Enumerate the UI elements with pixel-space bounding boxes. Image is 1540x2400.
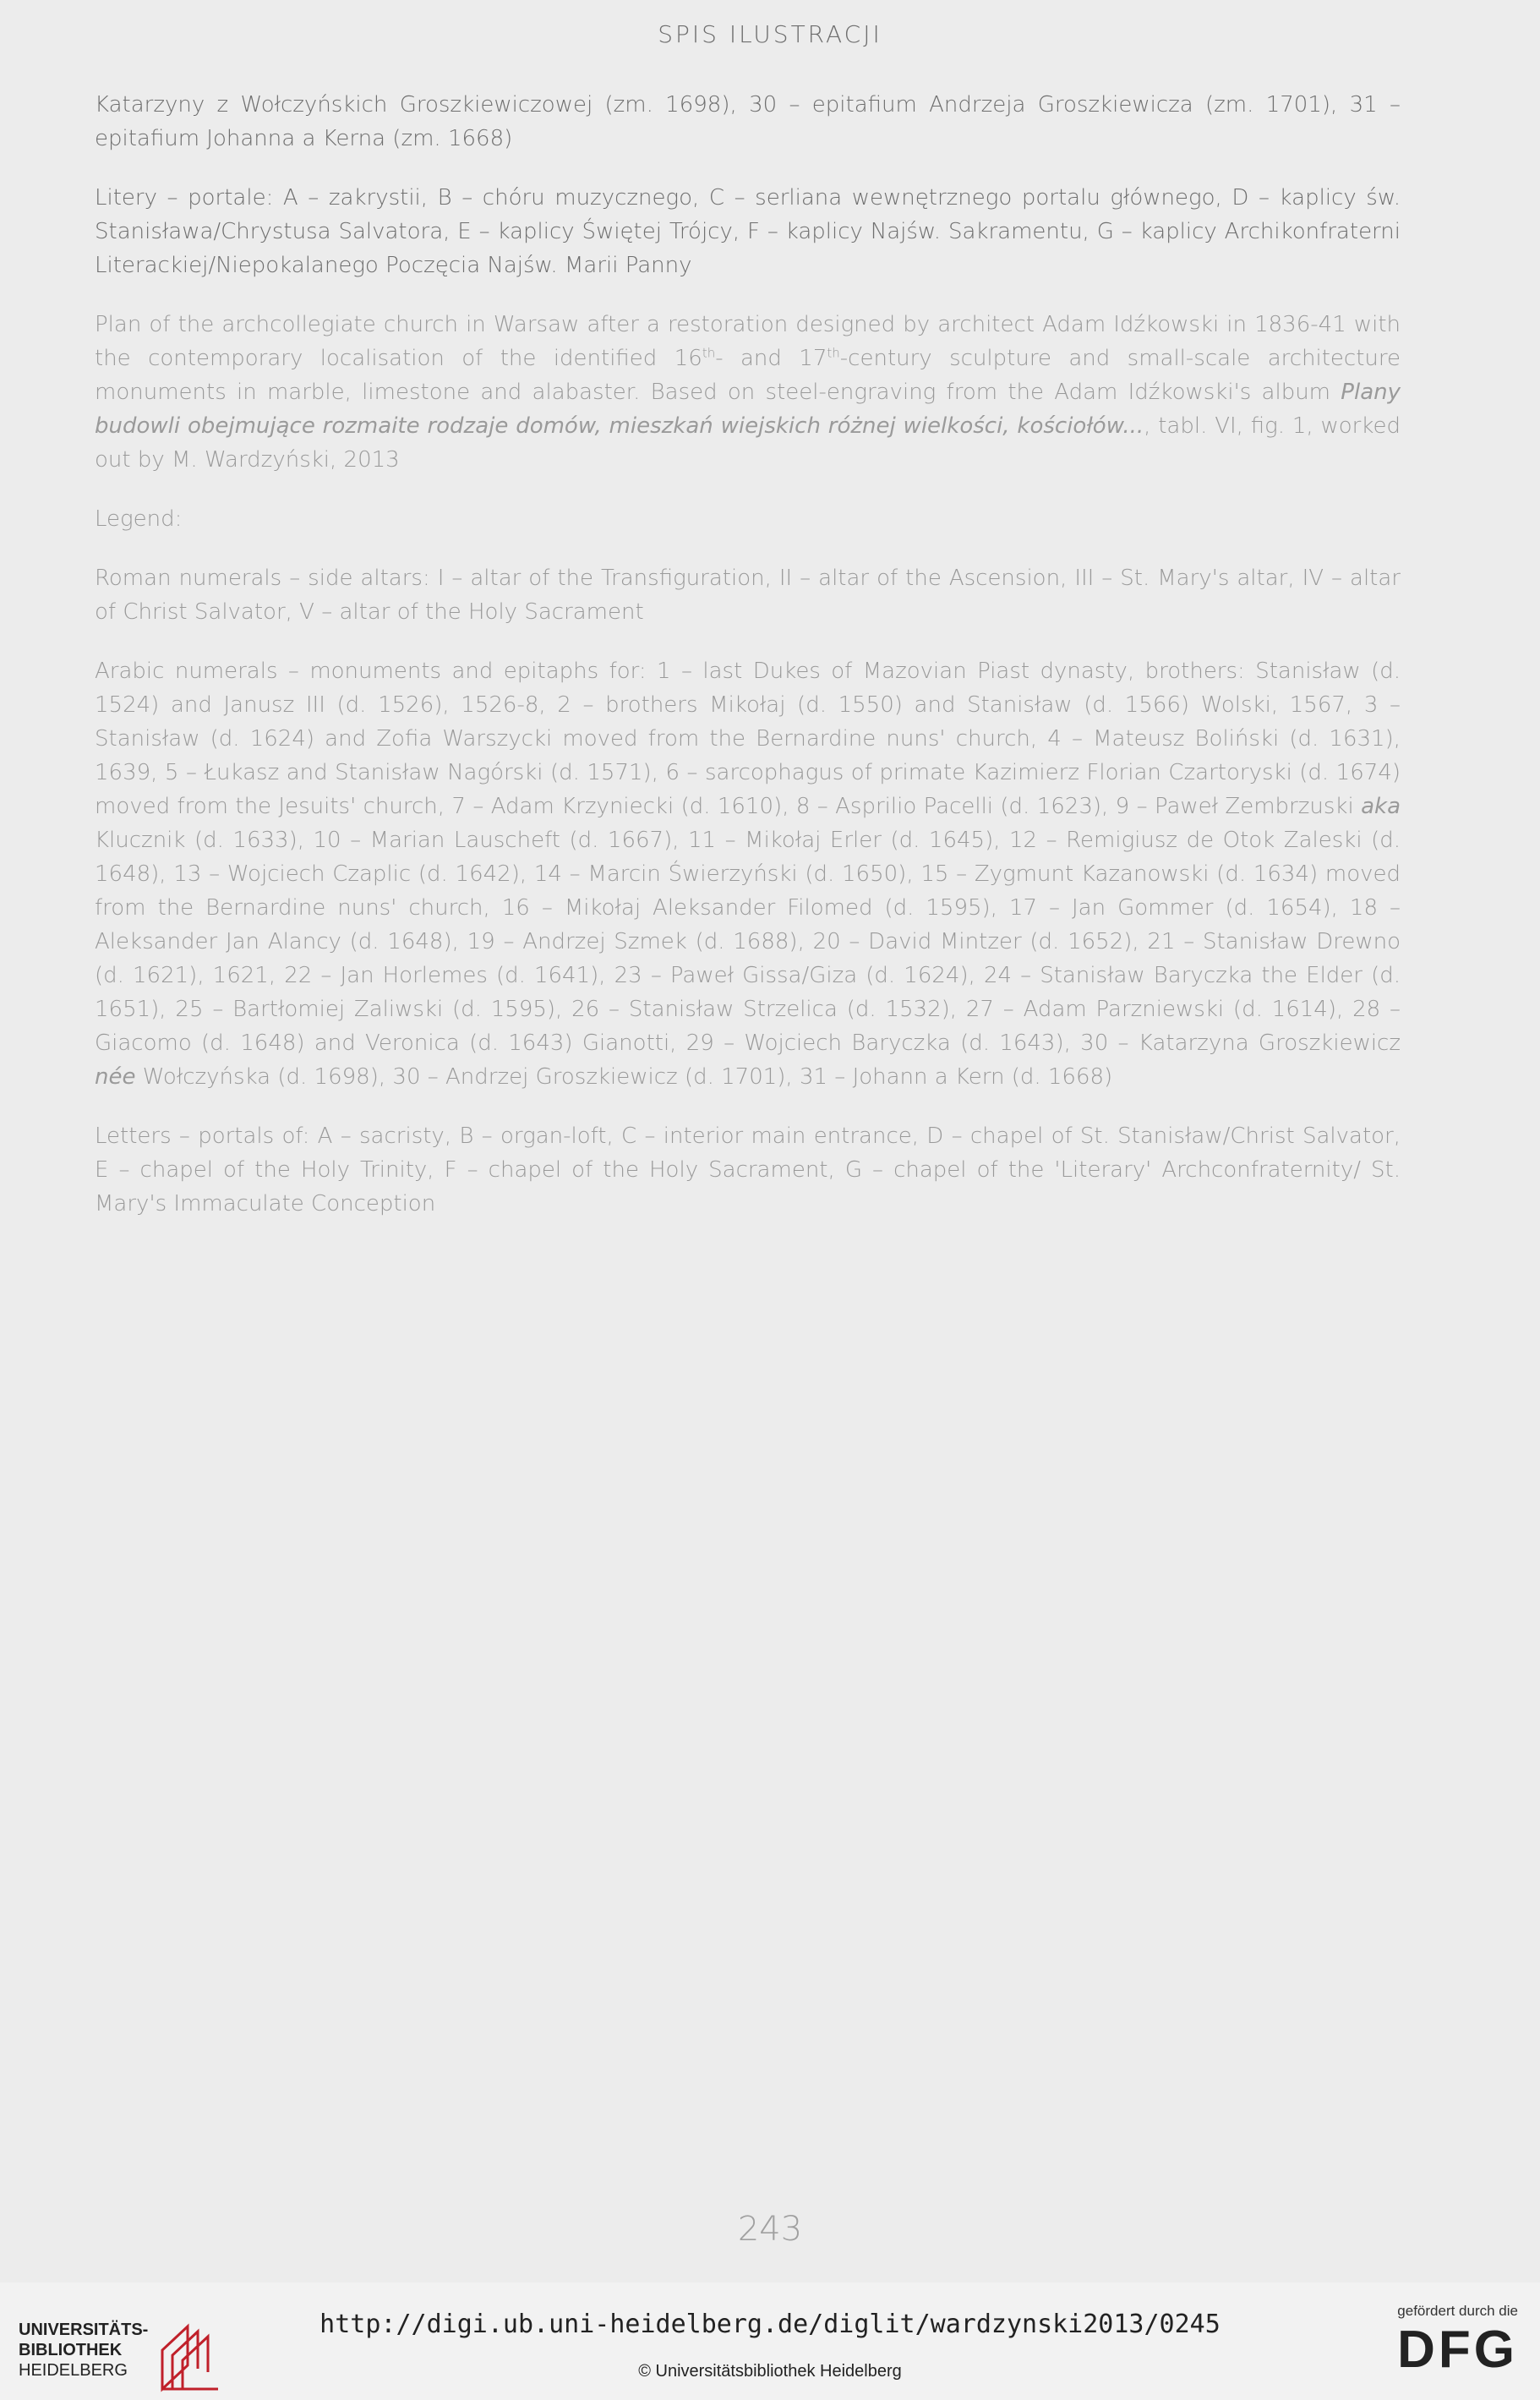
arabic-text-3: Wołczyńska (d. 1698), 30 – Andrzej Groszkiewicz (d. 1701), 31 – Johann a Kern (d. 1668) bbox=[135, 1064, 1113, 1090]
running-head: SPIS ILUSTRACJI bbox=[658, 20, 882, 48]
funder-note: gefördert durch die bbox=[1397, 2303, 1518, 2319]
superscript-th: th bbox=[827, 345, 840, 361]
italic-nee: née bbox=[95, 1064, 136, 1090]
arabic-text-2: Klucznik (d. 1633), 10 – Marian Lauscheft (d. 1667), 11 – Mikołaj Erler (d. 1645), 12 – Remigiusz de Otok Zaleski (d. 1648), 13 – Wojciech Czaplic (d. 1642), 14 – Marcin Świerzyński (d. 1650), 15 – Zygmunt Kazanowski (d. 1634) moved from the Bernardine nuns' church, 16 – Mikołaj Aleksander Filomed (d. 1595), 17 – Jan Gommer (d. 1654), 18 – Aleksander Jan Alancy (d. 1648), 19 – Andrzej Szmek (d. 1688), 20 – David Mintzer (d. 1652), 21 – Stanisław Drewno (d. 1621), 1621, 22 – Jan Horlemes (d. 1641), 23 – Paweł Gissa/Giza (d. 1624), 24 – Stanisław Baryczka the Elder (d. 1651), 25 – Bartłomiej Zaliwski (d. 1595), 26 – Stanisław Strzelica (d. 1532), 27 – Adam Parzniewski (d. 1614), 28 – Giacomo (d. 1648) and Veronica (d. 1643) Gianotti, 29 – Wojciech Baryczka (d. 1643), 30 – Katarzyna Groszkiewicz bbox=[95, 828, 1401, 1056]
paragraph-polish-letters: Litery – portale: A – zakrystii, B – chóru muzycznego, C – serliana wewnętrznego portalu głównego, D – kaplicy św. Stanisława/Chrystusa Salvatora, E – kaplicy Świętej Trójcy, F – kaplicy Najśw. Sakramentu, G – kaplicy Archikonfraterni Literackiej/Niepokalanego Poczęcia Najśw. Marii Panny bbox=[95, 185, 1401, 278]
arabic-text-1: Arabic numerals – monuments and epitaphs for: 1 – last Dukes of Mazovian Piast dynasty, brothers: Stanisław (d. 1524) and Janusz III (d. 1526), 1526-8, 2 – brothers Mikołaj (d. 1550) and Stanisław (d. 1566) Wolski, 1567, 3 – Stanisław (d. 1624) and Zofia Warszycki moved from the Bernardine nuns' church, 4 – Mateusz Boliński (d. 1631), 1639, 5 – Łukasz and Stanisław Nagórski (d. 1571), 6 – sarcophagus of primate Kazimierz Florian Czartoryski (d. 1674) moved from the Jesuits' church, 7 – Adam Krzyniecki (d. 1610), 8 – Asprilio Pacelli (d. 1623), 9 – Paweł Zembrzuski bbox=[95, 659, 1401, 819]
legend-heading: Legend: bbox=[95, 506, 183, 532]
caption-text-1: Plan of the archcollegiate church in Warsaw after a restoration designed by architect Adam Idźkowski in 1836-41 with the contemporary localisation of the identified 16 bbox=[95, 312, 1401, 371]
footer-bar bbox=[0, 2282, 1540, 2400]
library-line-2: BIBLIOTHEK bbox=[19, 2341, 123, 2359]
funder-block bbox=[1366, 2303, 1518, 2377]
dfg-logo: DFG bbox=[1397, 2321, 1518, 2379]
caption-text-2: - and 17 bbox=[715, 346, 827, 371]
paragraph-polish-legend-end: Katarzyny z Wołczyńskich Groszkiewiczowej (zm. 1698), 30 – epitafium Andrzeja Groszkiewicza (zm. 1701), 31 – epitafium Johanna a Kerna (zm. 1668) bbox=[95, 92, 1401, 151]
paragraph-letters: Letters – portals of: A – sacristy, B – organ-loft, C – interior main entrance, D – chapel of St. Stanisław/Christ Salvator, E – chapel of the Holy Trinity, F – chapel of the Holy Sacrament, G – chapel of the 'Literary' Archconfraternity/ St. Mary's Immaculate Conception bbox=[95, 1123, 1401, 1216]
caption-text-4: , tabl. VI, fig. 1, worked out by M. Wardzyński, 2013 bbox=[95, 413, 1401, 473]
library-line-3: HEIDELBERG bbox=[19, 2361, 128, 2380]
library-line-1: UNIVERSITÄTS- bbox=[19, 2321, 149, 2339]
italic-aka: aka bbox=[1361, 794, 1401, 819]
caption-text-3: -century sculpture and small-scale architecture monuments in marble, limestone and alabaster. Based on steel-engraving from the Adam Idźkowski's album bbox=[95, 346, 1401, 405]
paragraph-english-caption bbox=[95, 308, 1401, 477]
source-url-link[interactable]: http://digi.ub.uni-heidelberg.de/diglit/wardzynski2013/0245 bbox=[319, 2310, 1221, 2339]
page-number: 243 bbox=[737, 2210, 803, 2249]
paragraph-arabic-numerals bbox=[95, 654, 1401, 1094]
superscript-th: th bbox=[702, 345, 716, 361]
page-body bbox=[95, 88, 1401, 1246]
paragraph-roman-numerals: Roman numerals – side altars: I – altar of the Transfiguration, II – altar of the Ascension, III – St. Mary's altar, IV – altar of Christ Salvator, V – altar of the Holy Sacrament bbox=[95, 566, 1401, 625]
album-title: Plany budowli obejmujące rozmaite rodzaje domów, mieszkań wiejskich różnej wielkości, kościołów... bbox=[95, 380, 1401, 439]
copyright-notice: © Universitätsbibliothek Heidelberg bbox=[638, 2362, 902, 2381]
